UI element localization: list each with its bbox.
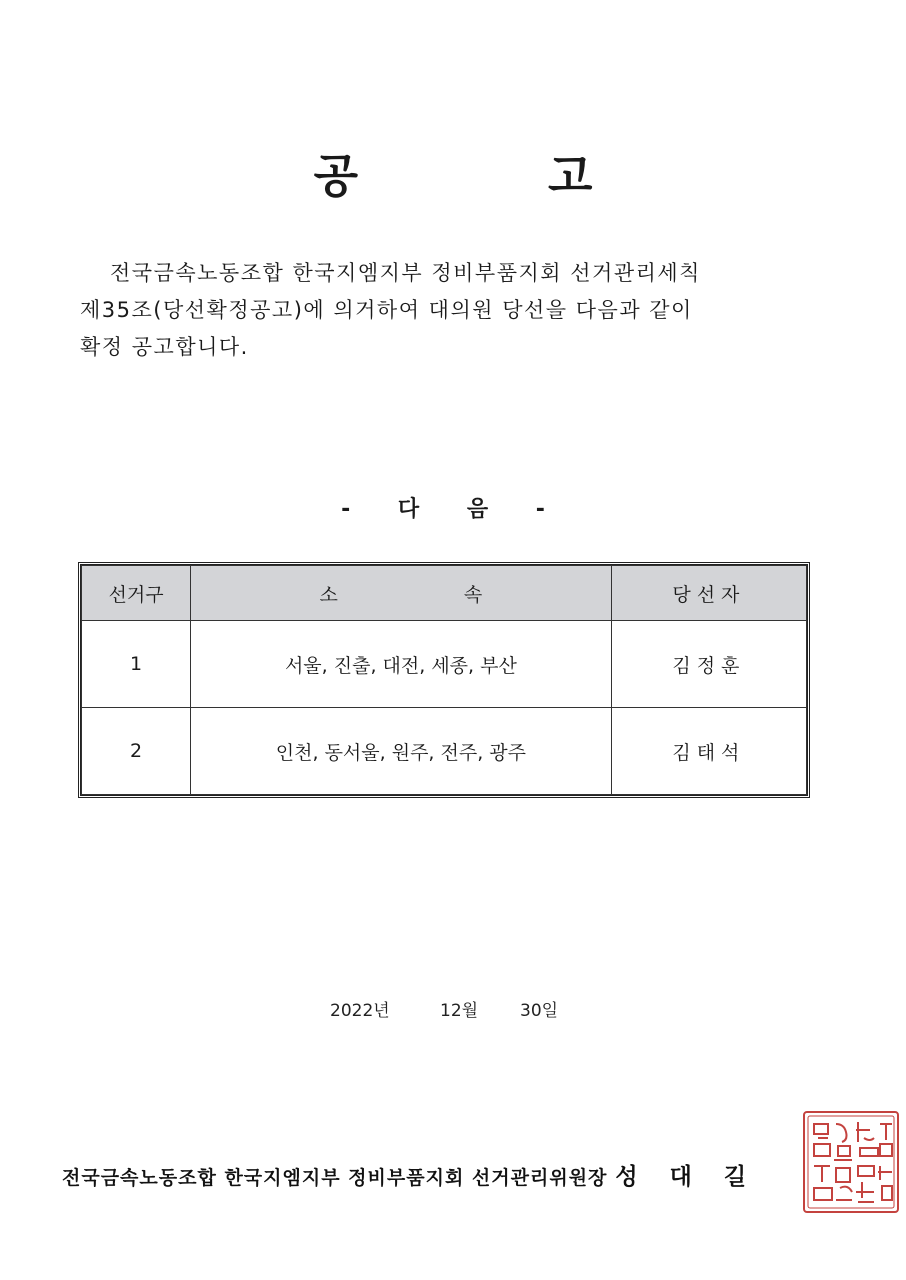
official-seal-icon <box>800 1108 902 1216</box>
winner-cell: 김태석 <box>611 708 806 795</box>
section-subtitle: - 다 음 - <box>341 497 565 522</box>
body-line-2: 제35조(당선확정공고)에 의거하여 대의원 당선을 다음과 같이 <box>80 298 693 322</box>
announcement-body <box>80 255 820 366</box>
header-affiliation: 소 속 <box>191 566 612 621</box>
date-day: 30일 <box>520 1001 559 1021</box>
signature-name: 성 대 길 <box>615 1164 759 1190</box>
results-table <box>78 562 810 798</box>
affiliation-cell: 인천, 동서울, 원주, 전주, 광주 <box>191 708 612 795</box>
document-title <box>0 140 906 206</box>
header-winner: 당선자 <box>611 566 806 621</box>
district-cell: 2 <box>82 708 191 795</box>
affiliation-cell: 서울, 진출, 대전, 세종, 부산 <box>191 621 612 708</box>
signature-line <box>62 1158 758 1191</box>
table-header-row <box>82 566 807 621</box>
signature-org: 전국금속노동조합 한국지엠지부 정비부품지회 선거관리위원장 <box>62 1167 608 1189</box>
body-line-3: 확정 공고합니다. <box>80 335 249 359</box>
body-line-1: 전국금속노동조합 한국지엠지부 정비부품지회 선거관리세칙 <box>110 261 701 285</box>
table-row <box>82 621 807 708</box>
announcement-date <box>330 996 558 1021</box>
title-char-left: 공 <box>313 149 358 203</box>
title-char-right: 고 <box>548 149 593 203</box>
table-row <box>82 708 807 795</box>
winner-cell: 김정훈 <box>611 621 806 708</box>
date-year: 2022년 <box>330 1001 390 1021</box>
date-month: 12월 <box>440 1001 479 1021</box>
header-district: 선거구 <box>82 566 191 621</box>
district-cell: 1 <box>82 621 191 708</box>
